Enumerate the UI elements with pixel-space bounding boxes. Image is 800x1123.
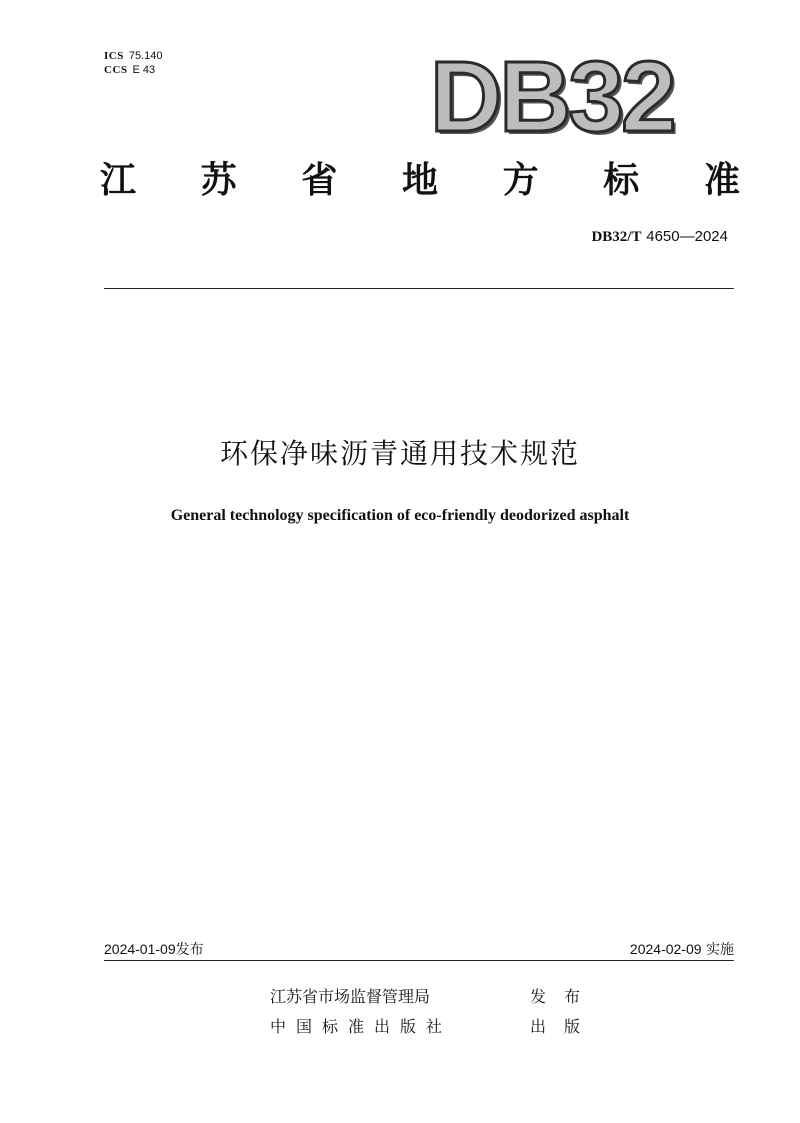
issuer-row (270, 986, 598, 1008)
document-title-en: General technology specification of eco-friendly deodorized asphalt (170, 507, 630, 524)
ccs-code (104, 63, 163, 77)
standard-type-char: 苏 (200, 160, 237, 201)
standard-type-char: 准 (703, 160, 740, 201)
standard-type-char: 标 (603, 160, 640, 201)
publisher-name: 中国标准出版社 (270, 1017, 453, 1036)
ics-label: ICS (104, 50, 124, 62)
issue-date-value: 2024-01-09 (104, 941, 176, 957)
standard-type-title (100, 158, 740, 204)
db32-logo: DB32 (430, 41, 674, 153)
implementation-date (630, 940, 734, 959)
header-divider (104, 288, 734, 289)
standard-number-value: 4650—2024 (646, 228, 728, 245)
issuer-name: 江苏省市场监督管理局 (270, 987, 431, 1006)
ics-code (104, 49, 163, 63)
issue-date (104, 940, 204, 959)
standard-type-char: 江 (100, 160, 137, 201)
ccs-value: E 43 (132, 64, 156, 76)
document-title-zh: 环保净味沥青通用技术规范 (219, 437, 580, 470)
standard-number (591, 227, 728, 246)
implementation-date-value: 2024-02-09 (629, 941, 702, 957)
issuer-role: 发布 (529, 987, 598, 1006)
footer-divider (104, 960, 734, 961)
standard-type-char: 方 (502, 160, 539, 201)
issue-date-label: 发布 (175, 942, 204, 958)
standard-type-char: 省 (301, 160, 338, 201)
standard-type-char: 地 (401, 160, 438, 201)
publisher-row (270, 1016, 598, 1038)
implementation-date-label: 实施 (706, 942, 734, 958)
classification-codes (104, 49, 163, 77)
ccs-label: CCS (104, 64, 128, 76)
publisher-role: 出版 (529, 1017, 598, 1036)
standard-number-prefix: DB32/T (591, 229, 642, 245)
ics-value: 75.140 (128, 50, 163, 62)
